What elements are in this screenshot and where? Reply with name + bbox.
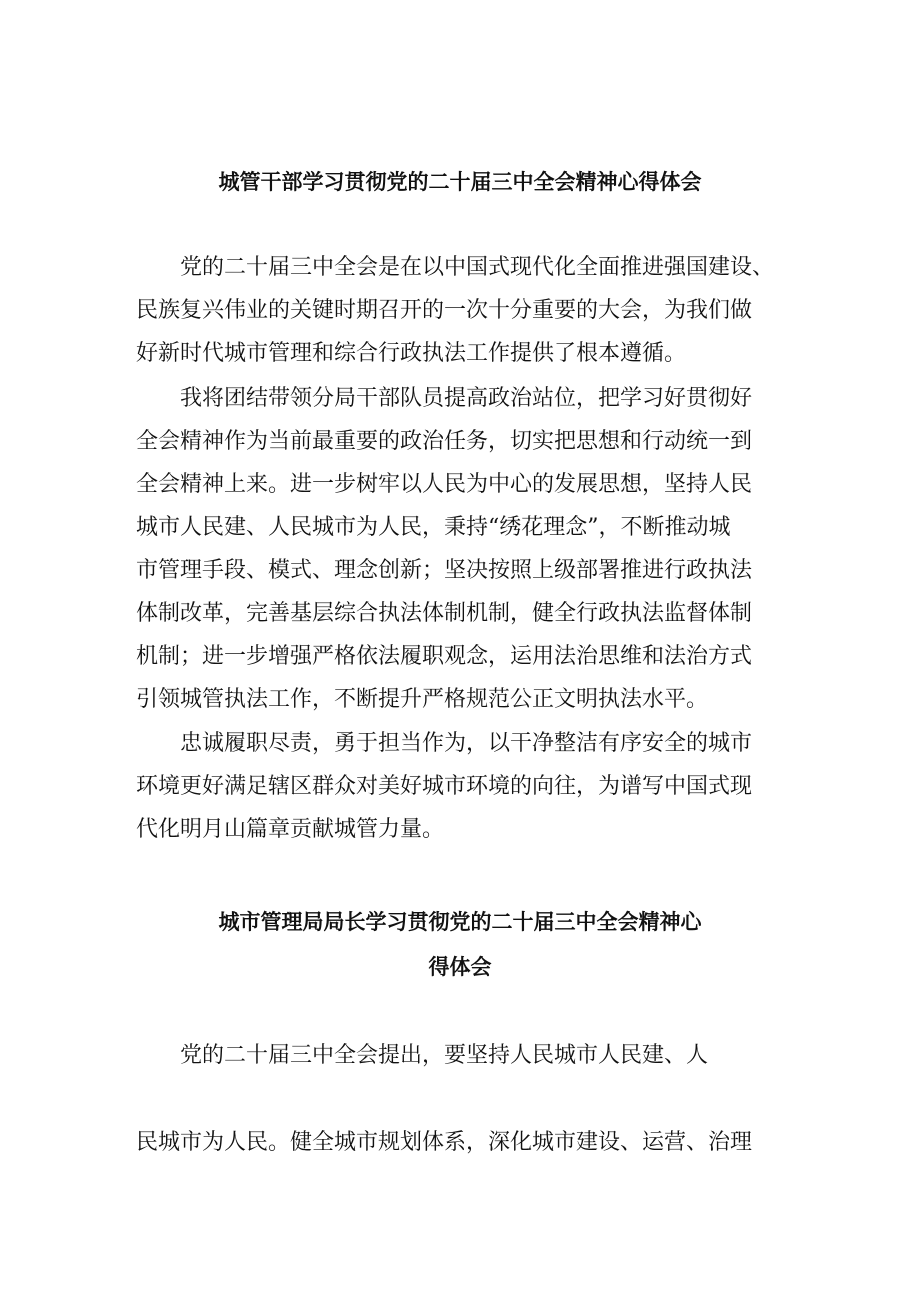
- text-line: 民城市为人民。健全城市规划体系，深化城市建设、运营、治理: [136, 1130, 753, 1155]
- text-line: 全会精神作为当前最重要的政治任务，切实把思想和行动统一到: [136, 429, 753, 454]
- text-line: 城市人民建、人民城市为人民，秉持“绣花理念”，不断推动城: [136, 515, 731, 540]
- article-title-line: 得体会: [428, 955, 492, 979]
- article-title: 城管干部学习贯彻党的二十届三中全会精神心得体会: [218, 170, 702, 194]
- text-line: 民族复兴伟业的关键时期召开的一次十分重要的大会，为我们做: [136, 298, 753, 323]
- article-title-line: 城市管理局局长学习贯彻党的二十届三中全会精神心: [218, 910, 702, 934]
- text-line: 党的二十届三中全会提出，要坚持人民城市人民建、人: [180, 1043, 709, 1068]
- text-line: 机制；进一步增强严格依法履职观念，运用法治思维和法治方式: [136, 644, 753, 669]
- text-line: 全会精神上来。进一步树牢以人民为中心的发展思想，坚持人民: [136, 472, 753, 497]
- text-line: 我将团结带领分局干部队员提高政治站位，把学习好贯彻好: [180, 386, 753, 411]
- text-line: 体制改革，完善基层综合执法体制机制，健全行政执法监督体制: [136, 601, 753, 626]
- text-line: 好新时代城市管理和综合行政执法工作提供了根本遵循。: [136, 341, 687, 366]
- text-line: 市管理手段、模式、理念创新；坚决按照上级部署推进行政执法: [136, 558, 753, 583]
- text-line: 环境更好满足辖区群众对美好城市环境的向往，为谱写中国式现: [136, 774, 753, 799]
- text-line: 忠诚履职尽责，勇于担当作为，以干净整洁有序安全的城市: [180, 731, 753, 756]
- text-line: 党的二十届三中全会是在以中国式现代化全面推进强国建设、: [180, 255, 775, 280]
- text-line: 代化明月山篇章贡献城管力量。: [136, 817, 445, 842]
- text-line: 引领城管执法工作，不断提升严格规范公正文明执法水平。: [136, 687, 709, 712]
